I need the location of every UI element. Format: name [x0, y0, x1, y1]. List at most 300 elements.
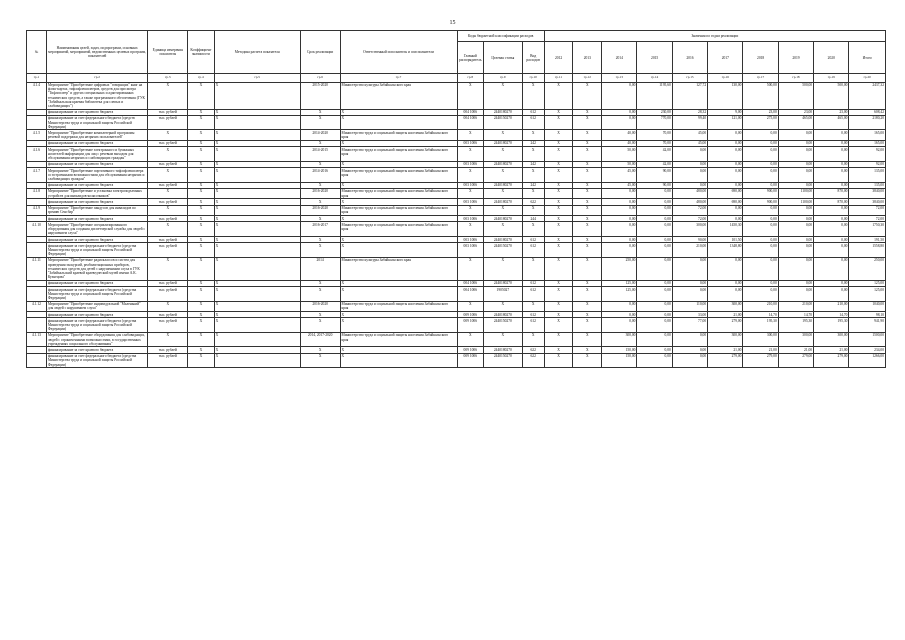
table-cell: 612	[522, 311, 544, 317]
table-cell: тыс. рублей	[148, 216, 188, 222]
row-name: финансирование за счет федерального бюджета (средства Министерства труда и социальной защиты Российской Федерации)	[46, 243, 148, 258]
value-cell: 300,00	[814, 332, 849, 347]
value-cell: 0,00	[743, 161, 778, 167]
table-cell: X	[300, 109, 340, 115]
value-cell: 0,00	[637, 222, 672, 237]
table-cell: X	[214, 199, 300, 205]
table-cell: тыс. рублей	[148, 109, 188, 115]
table-cell: 2014-2020	[300, 130, 340, 140]
value-cell: 300,00	[778, 332, 813, 347]
value-cell: 210,00	[743, 301, 778, 311]
value-cell: 0,00	[814, 147, 849, 162]
column-index-cell: гр.5	[214, 74, 300, 82]
value-cell: 0,00	[672, 347, 707, 353]
row-executor: Министерство труда и социальной защиты населения Забайкальского края	[340, 168, 457, 183]
row-number: 4.1.7	[27, 168, 47, 183]
value-cell: 0,00	[778, 222, 813, 237]
value-cell: 0,00	[637, 243, 672, 258]
value-cell: 0,00	[637, 318, 672, 333]
row-name: финансирование за счет краевого бюджета	[46, 140, 148, 146]
value-cell: 0,00	[637, 286, 672, 301]
row-number	[27, 286, 47, 301]
table-cell: 2440180270	[484, 199, 523, 205]
table-row	[27, 243, 886, 258]
column-index-row	[27, 74, 886, 82]
header-total: Итого	[849, 42, 886, 74]
value-cell: 125,00	[849, 286, 886, 301]
column-index-cell: гр.17	[743, 74, 778, 82]
table-cell: 003 1006	[457, 161, 483, 167]
table-cell: тыс. рублей	[148, 243, 188, 258]
row-number	[27, 353, 47, 368]
value-cell: 0,00	[708, 168, 743, 183]
table-cell: X	[573, 130, 602, 140]
value-cell: 0,00	[778, 286, 813, 301]
table-cell: X	[484, 205, 523, 215]
header-year: 2018	[743, 42, 778, 74]
header-year: 2014	[602, 42, 637, 74]
value-cell: 0,00	[778, 168, 813, 183]
value-cell: 125,00	[849, 280, 886, 286]
table-cell: X	[214, 318, 300, 333]
value-cell: 279,00	[814, 353, 849, 368]
value-cell: 130,00	[708, 82, 743, 109]
value-cell: 279,00	[708, 353, 743, 368]
value-cell: 23,00	[743, 109, 778, 115]
value-cell: 0,00	[778, 147, 813, 162]
row-name: Мероприятие "Приобретение электронного и бумажных носителей информации для лиц с речевым выходом для обслуживания незрячих и слабовидящих граждан"	[46, 147, 148, 162]
table-cell: X	[544, 140, 573, 146]
table-cell: X	[457, 332, 483, 347]
table-cell: 2440150270	[484, 318, 523, 333]
table-cell: X	[573, 353, 602, 368]
table-cell: 2440180270	[484, 236, 523, 242]
table-cell: X	[300, 318, 340, 333]
table-cell: X	[573, 236, 602, 242]
page-number: 15	[449, 20, 456, 26]
header-executor: Ответственный исполнитель и соисполнители	[340, 31, 457, 74]
column-index-cell: гр.13	[602, 74, 637, 82]
value-cell: 0,00	[743, 222, 778, 237]
table-cell: X	[522, 332, 544, 347]
value-cell: 0,00	[814, 140, 849, 146]
value-cell: 0,00	[672, 147, 707, 162]
value-cell: 0,00	[637, 216, 672, 222]
table-cell: X	[544, 318, 573, 333]
row-executor: X	[340, 353, 457, 368]
value-cell: 98,10	[849, 311, 886, 317]
value-cell: 14,70	[743, 311, 778, 317]
row-executor: Министерство культуры Забайкальского края	[340, 82, 457, 109]
row-executor: X	[340, 216, 457, 222]
value-cell: 195,30	[778, 318, 813, 333]
header-unit: Единица измерения показателя	[148, 31, 188, 74]
table-cell: X	[484, 222, 523, 237]
value-cell: 0,00	[743, 243, 778, 258]
value-cell: 941,90	[849, 318, 886, 333]
table-cell: 244	[522, 216, 544, 222]
value-cell: 135,00	[849, 182, 886, 188]
table-cell: 003 1006	[457, 140, 483, 146]
value-cell: 72,00	[849, 205, 886, 215]
value-cell: 0,00	[743, 147, 778, 162]
table-cell: X	[457, 205, 483, 215]
value-cell: 0,00	[743, 140, 778, 146]
table-cell: тыс. рублей	[148, 347, 188, 353]
table-cell: 2016-2020	[300, 205, 340, 215]
value-cell: 0,00	[778, 216, 813, 222]
column-index-cell: гр.16	[708, 74, 743, 82]
table-cell: X	[214, 161, 300, 167]
table-row	[27, 82, 886, 109]
value-cell: 99,40	[672, 115, 707, 130]
table-cell: X	[573, 147, 602, 162]
table-cell: X	[188, 188, 214, 198]
table-cell: 2440180270	[484, 280, 523, 286]
value-cell: 90,00	[637, 168, 672, 183]
value-cell: 0,00	[743, 280, 778, 286]
table-cell: 2016-2020	[300, 188, 340, 198]
value-cell: 40,00	[602, 140, 637, 146]
value-cell: 0,00	[602, 199, 637, 205]
table-cell: X	[544, 182, 573, 188]
table-cell: X	[188, 82, 214, 109]
table-cell: 242	[522, 140, 544, 146]
row-executor: X	[340, 286, 457, 301]
value-cell: 0,00	[814, 216, 849, 222]
value-cell: 210,00	[814, 301, 849, 311]
value-cell: 0,00	[602, 311, 637, 317]
value-cell: 3840,00	[849, 199, 886, 205]
value-cell: 0,00	[743, 130, 778, 140]
value-cell: 1500,00	[849, 332, 886, 347]
value-cell: 23,00	[814, 109, 849, 115]
table-cell: X	[300, 161, 340, 167]
table-row	[27, 188, 886, 198]
table-cell: X	[148, 332, 188, 347]
table-cell: 2014-2015	[300, 147, 340, 162]
table-cell: X	[148, 188, 188, 198]
table-row	[27, 301, 886, 311]
table-cell: 009 1006	[457, 353, 483, 368]
table-cell: X	[188, 353, 214, 368]
table-row	[27, 115, 886, 130]
table-cell: X	[214, 257, 300, 280]
value-cell: 0,00	[672, 286, 707, 301]
value-cell: 0,00	[814, 236, 849, 242]
value-cell: 0,00	[602, 109, 637, 115]
value-cell: 1266,00	[849, 353, 886, 368]
table-cell: X	[522, 205, 544, 215]
row-executor: Министерство труда и социальной защиты населения Забайкальского края	[340, 332, 457, 347]
table-cell: X	[544, 257, 573, 280]
value-cell: 70,00	[637, 140, 672, 146]
row-number: 4.1.10	[27, 222, 47, 237]
row-name: финансирование за счет краевого бюджета	[46, 216, 148, 222]
value-cell: 210,00	[672, 243, 707, 258]
value-cell: 0,00	[672, 257, 707, 280]
value-cell: 21,00	[814, 347, 849, 353]
table-cell: X	[188, 222, 214, 237]
value-cell: 0,00	[814, 286, 849, 301]
table-cell: X	[457, 301, 483, 311]
table-cell: 612	[522, 236, 544, 242]
value-cell: 0,00	[814, 280, 849, 286]
table-cell: X	[522, 82, 544, 109]
row-executor: Министерство труда и социальной защиты населения Забайкальского края	[340, 205, 457, 215]
table-cell: X	[484, 332, 523, 347]
value-cell: 77,00	[672, 318, 707, 333]
table-cell: X	[457, 130, 483, 140]
value-cell: 0,00	[778, 182, 813, 188]
value-cell: 279,00	[708, 318, 743, 333]
table-cell: X	[188, 280, 214, 286]
table-cell: X	[544, 222, 573, 237]
value-cell: 45,00	[602, 168, 637, 183]
value-cell: 900,00	[743, 199, 778, 205]
table-cell: X	[214, 332, 300, 347]
table-cell: 612	[522, 280, 544, 286]
table-cell: X	[544, 243, 573, 258]
column-index-cell: гр.11	[544, 74, 573, 82]
value-cell: 0,00	[778, 280, 813, 286]
row-executor: Министерство труда и социальной защиты населения Забайкальского края	[340, 147, 457, 162]
value-cell: 195,30	[743, 318, 778, 333]
value-cell: 0,00	[602, 318, 637, 333]
table-cell: X	[457, 82, 483, 109]
table-cell: X	[484, 130, 523, 140]
row-number: 4.1.9	[27, 205, 47, 215]
table-cell: X	[214, 216, 300, 222]
row-name: финансирование за счет краевого бюджета	[46, 280, 148, 286]
table-cell: X	[214, 311, 300, 317]
column-index-cell: гр.9	[484, 74, 523, 82]
header-year: 2013	[573, 42, 602, 74]
value-cell: 92,00	[849, 147, 886, 162]
table-cell: X	[214, 109, 300, 115]
value-cell: 0,00	[708, 280, 743, 286]
value-cell: 0,00	[743, 236, 778, 242]
table-cell: 612	[522, 243, 544, 258]
row-number: 4.1.4	[27, 82, 47, 109]
value-cell: 0,00	[672, 182, 707, 188]
value-cell: 870,00	[814, 199, 849, 205]
table-cell: X	[148, 222, 188, 237]
table-cell: X	[188, 332, 214, 347]
value-cell: 0,00	[602, 82, 637, 109]
value-cell: 210,00	[778, 301, 813, 311]
table-cell: 2014, 2017-2020	[300, 332, 340, 347]
value-cell: 121,00	[708, 115, 743, 130]
value-cell: 900,00	[743, 188, 778, 198]
table-cell: X	[300, 236, 340, 242]
table-cell: X	[573, 301, 602, 311]
table-cell: X	[300, 280, 340, 286]
value-cell: 0,00	[602, 115, 637, 130]
header-num: №	[27, 31, 47, 74]
value-cell: 0,00	[743, 257, 778, 280]
column-index-cell: гр.2	[46, 74, 148, 82]
value-cell: 92,00	[849, 161, 886, 167]
table-cell: X	[544, 347, 573, 353]
table-cell: X	[148, 82, 188, 109]
table-row	[27, 168, 886, 183]
table-cell: X	[214, 301, 300, 311]
table-cell: X	[188, 243, 214, 258]
table-cell: 2440150270	[484, 243, 523, 258]
value-cell: 110,00	[672, 301, 707, 311]
table-cell: X	[214, 188, 300, 198]
value-cell: 870,00	[814, 188, 849, 198]
value-cell: 195,30	[814, 318, 849, 333]
table-cell: 2440180270	[484, 140, 523, 146]
table-cell: 2440180270	[484, 216, 523, 222]
table-cell: 2440180270	[484, 347, 523, 353]
row-name: финансирование за счет федерального бюджета (средства Министерства труда и социальной защиты Российской Федерации)	[46, 318, 148, 333]
value-cell: 72,00	[672, 216, 707, 222]
header-method: Методика расчета показателя	[214, 31, 300, 74]
table-cell: X	[188, 301, 214, 311]
column-index-cell: гр.7	[340, 74, 457, 82]
table-cell: X	[522, 301, 544, 311]
value-cell: 3840,00	[849, 188, 886, 198]
column-index-cell: гр.4	[188, 74, 214, 82]
value-cell: 72,00	[849, 216, 886, 222]
table-cell: X	[214, 222, 300, 237]
table-cell: X	[188, 130, 214, 140]
table-cell: X	[544, 236, 573, 242]
table-cell: X	[148, 257, 188, 280]
value-cell: 465,00	[814, 115, 849, 130]
value-cell: 0,00	[743, 216, 778, 222]
row-name: финансирование за счет краевого бюджета	[46, 199, 148, 205]
value-cell: 50,00	[602, 147, 637, 162]
table-cell: X	[188, 216, 214, 222]
value-cell: 33,00	[672, 311, 707, 317]
column-index-cell: гр.3	[148, 74, 188, 82]
table-cell: X	[300, 182, 340, 188]
table-cell: X	[214, 243, 300, 258]
table-cell: X	[573, 280, 602, 286]
table-cell: X	[300, 216, 340, 222]
column-index-cell: гр.18	[778, 74, 813, 82]
value-cell: 0,00	[672, 168, 707, 183]
table-cell: X	[214, 168, 300, 183]
value-cell: 21,00	[778, 347, 813, 353]
value-cell: 250,00	[849, 257, 886, 280]
table-cell: X	[148, 147, 188, 162]
header-year: 2012	[544, 42, 573, 74]
table-cell: 2014	[300, 257, 340, 280]
table-cell: X	[188, 109, 214, 115]
value-cell: 14,70	[814, 311, 849, 317]
table-cell: X	[522, 222, 544, 237]
table-cell: X	[484, 257, 523, 280]
row-executor: Министерство труда и социальной защиты населения Забайкальского края	[340, 188, 457, 198]
value-cell: 0,00	[708, 182, 743, 188]
value-cell: 2437,32	[849, 82, 886, 109]
value-cell: 465,00	[778, 115, 813, 130]
header-coef: Коэффициент значимости	[188, 31, 214, 74]
row-number	[27, 318, 47, 333]
value-cell: 150,00	[602, 347, 637, 353]
row-executor: X	[340, 236, 457, 242]
row-name: Мероприятие "Приобретение цифровых "говорящих" книг на флэш-картах, тифлофлешплееров, средств для просмотра "Тифлоплеер" и других специальных и адаптированных технических средств, а также программного обеспечения (ГУК "Забайкальская краевая библиотека для слепых и слабовидящих")	[46, 82, 148, 109]
value-cell: 0,00	[814, 182, 849, 188]
row-executor: X	[340, 182, 457, 188]
table-cell: X	[214, 205, 300, 215]
table-cell: X	[573, 332, 602, 347]
table-cell: X	[188, 168, 214, 183]
table-cell: 2016-2020	[300, 301, 340, 311]
value-cell: 300,00	[672, 222, 707, 237]
table-cell: 009 1006	[457, 311, 483, 317]
value-cell: 0,00	[778, 257, 813, 280]
value-cell: 0,00	[708, 147, 743, 162]
table-cell: X	[188, 318, 214, 333]
value-cell: 1100,00	[778, 188, 813, 198]
value-cell: 125,00	[602, 280, 637, 286]
value-cell: 0,00	[743, 168, 778, 183]
table-cell: X	[484, 82, 523, 109]
value-cell: 0,00	[814, 168, 849, 183]
value-cell: 0,00	[637, 257, 672, 280]
table-cell: 1905027	[484, 286, 523, 301]
table-cell: 2440150270	[484, 115, 523, 130]
value-cell: 23,00	[778, 109, 813, 115]
table-cell: X	[214, 115, 300, 130]
value-cell: 50,00	[602, 161, 637, 167]
header-expense-type: Вид расходов	[522, 42, 544, 74]
table-cell: X	[573, 286, 602, 301]
row-name: финансирование за счет краевого бюджета	[46, 236, 148, 242]
table-cell: X	[544, 199, 573, 205]
value-cell: 0,00	[708, 286, 743, 301]
table-cell: X	[484, 301, 523, 311]
header-year: 2015	[637, 42, 672, 74]
column-index-cell: гр.1	[27, 74, 47, 82]
table-cell: X	[484, 168, 523, 183]
table-cell: 612	[522, 318, 544, 333]
value-cell: 0,00	[602, 301, 637, 311]
value-cell: 1450,30	[708, 222, 743, 237]
header-year: 2019	[778, 42, 813, 74]
value-cell: 0,00	[814, 257, 849, 280]
value-cell: 0,00	[602, 216, 637, 222]
value-cell: 1100,00	[778, 199, 813, 205]
value-cell: 0,00	[743, 205, 778, 215]
table-cell: X	[544, 353, 573, 368]
table-cell: тыс. рублей	[148, 311, 188, 317]
value-cell: 0,00	[672, 161, 707, 167]
column-index-cell: гр.14	[637, 74, 672, 82]
value-cell: 14,70	[778, 311, 813, 317]
table-row	[27, 205, 886, 215]
value-cell: 150,00	[602, 353, 637, 368]
value-cell: 21,00	[708, 347, 743, 353]
table-cell: X	[300, 243, 340, 258]
value-cell: 1348,80	[708, 243, 743, 258]
table-cell: X	[573, 318, 602, 333]
table-cell: X	[544, 168, 573, 183]
value-cell: 770,00	[637, 115, 672, 130]
table-cell: X	[544, 188, 573, 198]
value-cell: 72,00	[672, 205, 707, 215]
row-name: финансирование за счет краевого бюджета	[46, 109, 148, 115]
table-cell: X	[522, 130, 544, 140]
table-cell: X	[573, 161, 602, 167]
value-cell: 0,00	[637, 205, 672, 215]
